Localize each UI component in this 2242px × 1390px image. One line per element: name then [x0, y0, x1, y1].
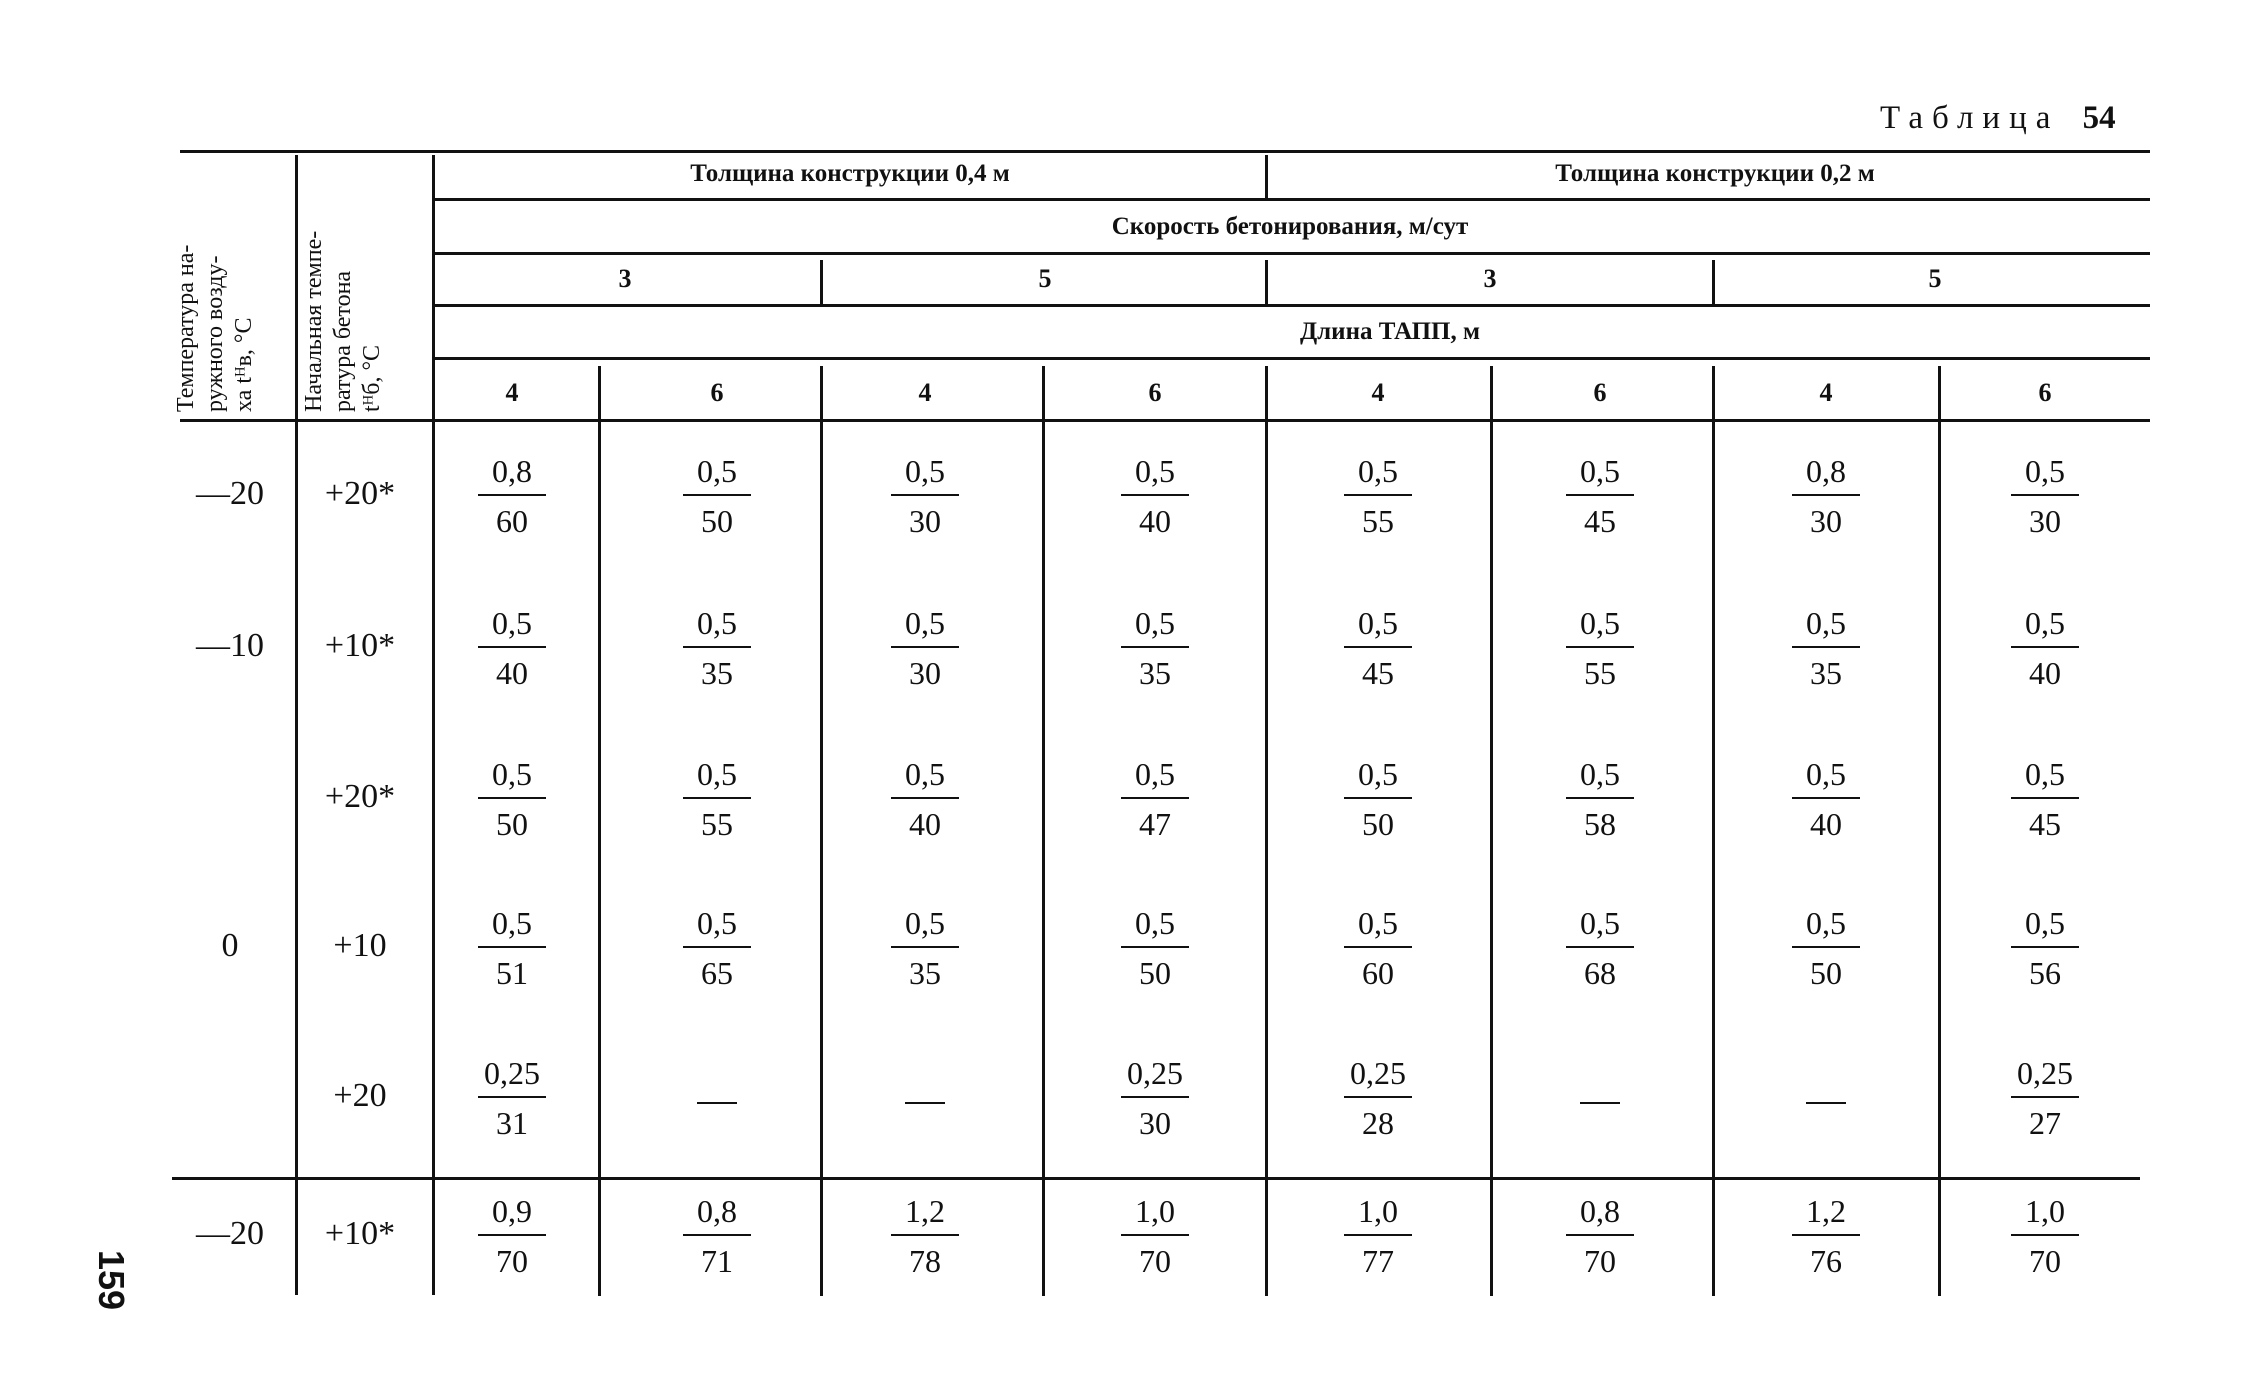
fraction-denominator: 30 [2029, 503, 2061, 539]
table-cell-fraction [1540, 758, 1660, 840]
fraction-denominator: 76 [1810, 1243, 1842, 1279]
table-cell-fraction [1095, 1195, 1215, 1277]
header-rule [435, 198, 2150, 201]
column-rule [1265, 366, 1268, 1296]
table-cell-fraction [1318, 455, 1438, 537]
fraction-denominator: 27 [2029, 1105, 2061, 1141]
table-cell-fraction [865, 455, 985, 537]
table-cell-fraction [657, 1195, 777, 1277]
fraction-numerator: 0,5 [1806, 756, 1846, 792]
section-divider-rule [172, 1177, 2140, 1180]
fraction-numerator: 0,25 [2017, 1055, 2073, 1091]
header-length-value: 6 [1148, 378, 1162, 407]
fraction-numerator: 0,25 [1350, 1055, 1406, 1091]
table-top-rule [180, 150, 2150, 153]
fraction-numerator: 0,5 [697, 756, 737, 792]
fraction-denominator: 60 [496, 503, 528, 539]
row-concrete-temperature: +10 [333, 927, 387, 964]
fraction-denominator: 60 [1362, 955, 1394, 991]
header-rule [435, 304, 2150, 307]
fraction-denominator: 40 [909, 806, 941, 842]
table-cell-fraction [452, 607, 572, 689]
fraction-numerator: 0,5 [1135, 453, 1175, 489]
table-cell-fraction [1985, 607, 2105, 689]
fraction-numerator: 0,5 [1135, 605, 1175, 641]
column-rule [295, 155, 298, 1295]
table-cell-empty-dash [1580, 1102, 1620, 1104]
column-rule [1712, 260, 1715, 304]
fraction-denominator: 31 [496, 1105, 528, 1141]
fraction-numerator: 0,5 [905, 905, 945, 941]
header-speed-value: 3 [1483, 264, 1497, 293]
fraction-numerator: 0,5 [2025, 605, 2065, 641]
fraction-numerator: 0,5 [905, 605, 945, 641]
table-cell-empty-dash [697, 1102, 737, 1104]
fraction-numerator: 0,5 [2025, 756, 2065, 792]
table-cell-fraction [1985, 1195, 2105, 1277]
fraction-denominator: 45 [1584, 503, 1616, 539]
table-cell-fraction [1318, 907, 1438, 989]
header-length-value: 6 [1593, 378, 1607, 407]
table-cell-fraction [1766, 758, 1886, 840]
table-cell-fraction [1318, 1195, 1438, 1277]
header-speed-value: 3 [618, 264, 632, 293]
fraction-numerator: 0,5 [492, 756, 532, 792]
table-cell-fraction [1766, 455, 1886, 537]
table-cell-fraction [1766, 907, 1886, 989]
fraction-denominator: 40 [1139, 503, 1171, 539]
fraction-numerator: 1,0 [1135, 1193, 1175, 1229]
table-cell-fraction [1985, 1057, 2105, 1139]
fraction-denominator: 70 [2029, 1243, 2061, 1279]
table-cell-fraction [1985, 758, 2105, 840]
table-cell-fraction [657, 455, 777, 537]
fraction-denominator: 40 [1810, 806, 1842, 842]
row-concrete-temperature: +20* [324, 778, 396, 815]
table-cell-fraction [1766, 607, 1886, 689]
table-cell-fraction [1540, 607, 1660, 689]
row-outdoor-temperature: —20 [196, 475, 264, 512]
table-cell-fraction [1318, 1057, 1438, 1139]
header-concrete-speed: Скорость бетонирования, м/сут [1111, 213, 1469, 240]
header-initial-concrete-temperature: Начальная темпе- ратура бетона tᴴб, °С [301, 230, 385, 412]
fraction-denominator: 35 [1810, 655, 1842, 691]
fraction-denominator: 71 [701, 1243, 733, 1279]
fraction-numerator: 0,5 [697, 905, 737, 941]
fraction-numerator: 0,5 [697, 453, 737, 489]
table-cell-fraction [865, 607, 985, 689]
fraction-numerator: 0,5 [1358, 756, 1398, 792]
fraction-numerator: 1,0 [1358, 1193, 1398, 1229]
fraction-denominator: 30 [1810, 503, 1842, 539]
fraction-numerator: 0,5 [492, 905, 532, 941]
header-length-value: 4 [1819, 378, 1833, 407]
table-cell-fraction [452, 758, 572, 840]
column-rule [1712, 366, 1715, 1296]
fraction-denominator: 50 [1362, 806, 1394, 842]
fraction-numerator: 0,5 [1135, 905, 1175, 941]
fraction-numerator: 0,8 [697, 1193, 737, 1229]
fraction-denominator: 50 [701, 503, 733, 539]
fraction-numerator: 0,5 [1358, 905, 1398, 941]
table-cell-fraction [657, 758, 777, 840]
fraction-denominator: 68 [1584, 955, 1616, 991]
row-outdoor-temperature: —10 [196, 627, 264, 664]
row-concrete-temperature: +10* [324, 627, 396, 664]
page-number: 159 [91, 1250, 132, 1311]
fraction-numerator: 0,5 [1358, 453, 1398, 489]
column-rule [1938, 366, 1941, 1296]
fraction-denominator: 56 [2029, 955, 2061, 991]
fraction-numerator: 0,5 [1580, 905, 1620, 941]
fraction-numerator: 1,2 [905, 1193, 945, 1229]
column-rule [432, 155, 435, 1295]
fraction-denominator: 58 [1584, 806, 1616, 842]
table-cell-fraction [1540, 1195, 1660, 1277]
fraction-numerator: 0,25 [484, 1055, 540, 1091]
fraction-numerator: 0,25 [1127, 1055, 1183, 1091]
table-cell-fraction [657, 907, 777, 989]
fraction-denominator: 30 [1139, 1105, 1171, 1141]
column-rule [1490, 366, 1493, 1296]
fraction-denominator: 77 [1362, 1243, 1394, 1279]
header-speed-value: 5 [1038, 264, 1052, 293]
header-rule [435, 357, 2150, 360]
column-rule [1265, 155, 1268, 199]
fraction-denominator: 45 [2029, 806, 2061, 842]
fraction-numerator: 0,5 [905, 756, 945, 792]
fraction-numerator: 0,5 [1580, 453, 1620, 489]
fraction-numerator: 0,5 [1135, 756, 1175, 792]
row-concrete-temperature: +20* [324, 475, 396, 512]
table-cell-fraction [865, 907, 985, 989]
fraction-numerator: 0,5 [2025, 453, 2065, 489]
fraction-denominator: 50 [1810, 955, 1842, 991]
table-cell-fraction [1095, 455, 1215, 537]
table-cell-fraction [1318, 758, 1438, 840]
fraction-denominator: 70 [496, 1243, 528, 1279]
fraction-numerator: 0,5 [697, 605, 737, 641]
header-length-value: 6 [710, 378, 724, 407]
table-cell-fraction [865, 1195, 985, 1277]
row-outdoor-temperature: 0 [221, 927, 239, 964]
table-cell-fraction [452, 1195, 572, 1277]
fraction-denominator: 55 [1362, 503, 1394, 539]
fraction-numerator: 1,2 [1806, 1193, 1846, 1229]
fraction-denominator: 50 [1139, 955, 1171, 991]
header-tapp-length: Длина ТАПП, м [1299, 318, 1481, 345]
table-cell-fraction [1318, 607, 1438, 689]
header-length-value: 4 [505, 378, 519, 407]
table-cell-fraction [1095, 1057, 1215, 1139]
table-cell-fraction [657, 607, 777, 689]
table-cell-fraction [1985, 907, 2105, 989]
fraction-denominator: 40 [2029, 655, 2061, 691]
column-rule [598, 366, 601, 1296]
fraction-denominator: 28 [1362, 1105, 1394, 1141]
table-cell-fraction [1095, 907, 1215, 989]
fraction-numerator: 0,5 [1580, 605, 1620, 641]
fraction-denominator: 51 [496, 955, 528, 991]
table-cell-fraction [452, 1057, 572, 1139]
table-cell-fraction [1540, 455, 1660, 537]
row-concrete-temperature: +20 [333, 1077, 387, 1114]
fraction-denominator: 78 [909, 1243, 941, 1279]
header-outdoor-temperature: Температура на- ружного возду- ха tᴴв, °С [173, 244, 257, 412]
table-cell-fraction [452, 907, 572, 989]
fraction-denominator: 50 [496, 806, 528, 842]
fraction-denominator: 55 [1584, 655, 1616, 691]
fraction-numerator: 0,5 [1806, 905, 1846, 941]
table-caption [1880, 100, 2116, 137]
column-rule [1042, 366, 1045, 1296]
fraction-denominator: 65 [701, 955, 733, 991]
fraction-denominator: 30 [909, 503, 941, 539]
row-outdoor-temperature: —20 [196, 1215, 264, 1252]
table-cell-fraction [452, 455, 572, 537]
fraction-numerator: 1,0 [2025, 1193, 2065, 1229]
header-speed-value: 5 [1928, 264, 1942, 293]
fraction-numerator: 0,5 [1358, 605, 1398, 641]
column-rule [820, 366, 823, 1296]
fraction-numerator: 0,5 [1580, 756, 1620, 792]
table-cell-fraction [1095, 758, 1215, 840]
fraction-denominator: 45 [1362, 655, 1394, 691]
fraction-numerator: 0,5 [1806, 605, 1846, 641]
fraction-numerator: 0,9 [492, 1193, 532, 1229]
fraction-denominator: 30 [909, 655, 941, 691]
column-rule [1265, 260, 1268, 304]
fraction-denominator: 55 [701, 806, 733, 842]
fraction-numerator: 0,8 [492, 453, 532, 489]
caption-number: 54 [2082, 100, 2116, 136]
fraction-numerator: 0,5 [2025, 905, 2065, 941]
fraction-denominator: 70 [1584, 1243, 1616, 1279]
table-cell-empty-dash [1806, 1102, 1846, 1104]
fraction-numerator: 0,5 [905, 453, 945, 489]
fraction-denominator: 35 [909, 955, 941, 991]
fraction-denominator: 35 [701, 655, 733, 691]
table-cell-fraction [1766, 1195, 1886, 1277]
table-cell-empty-dash [905, 1102, 945, 1104]
column-rule [820, 260, 823, 304]
header-rule [435, 252, 2150, 255]
fraction-numerator: 0,8 [1806, 453, 1846, 489]
header-length-value: 4 [1371, 378, 1385, 407]
caption-word: Таблица [1880, 100, 2060, 136]
header-length-value: 4 [918, 378, 932, 407]
fraction-denominator: 47 [1139, 806, 1171, 842]
fraction-denominator: 35 [1139, 655, 1171, 691]
header-thickness-02: Толщина конструкции 0,2 м [1555, 160, 1875, 187]
table-cell-fraction [1540, 907, 1660, 989]
fraction-numerator: 0,5 [492, 605, 532, 641]
fraction-denominator: 40 [496, 655, 528, 691]
table-cell-fraction [1095, 607, 1215, 689]
header-bottom-rule [180, 419, 2150, 422]
header-thickness-04: Толщина конструкции 0,4 м [690, 160, 1010, 187]
fraction-numerator: 0,8 [1580, 1193, 1620, 1229]
table-cell-fraction [1985, 455, 2105, 537]
fraction-denominator: 70 [1139, 1243, 1171, 1279]
table-cell-fraction [865, 758, 985, 840]
row-concrete-temperature: +10* [324, 1215, 396, 1252]
header-length-value: 6 [2038, 378, 2052, 407]
